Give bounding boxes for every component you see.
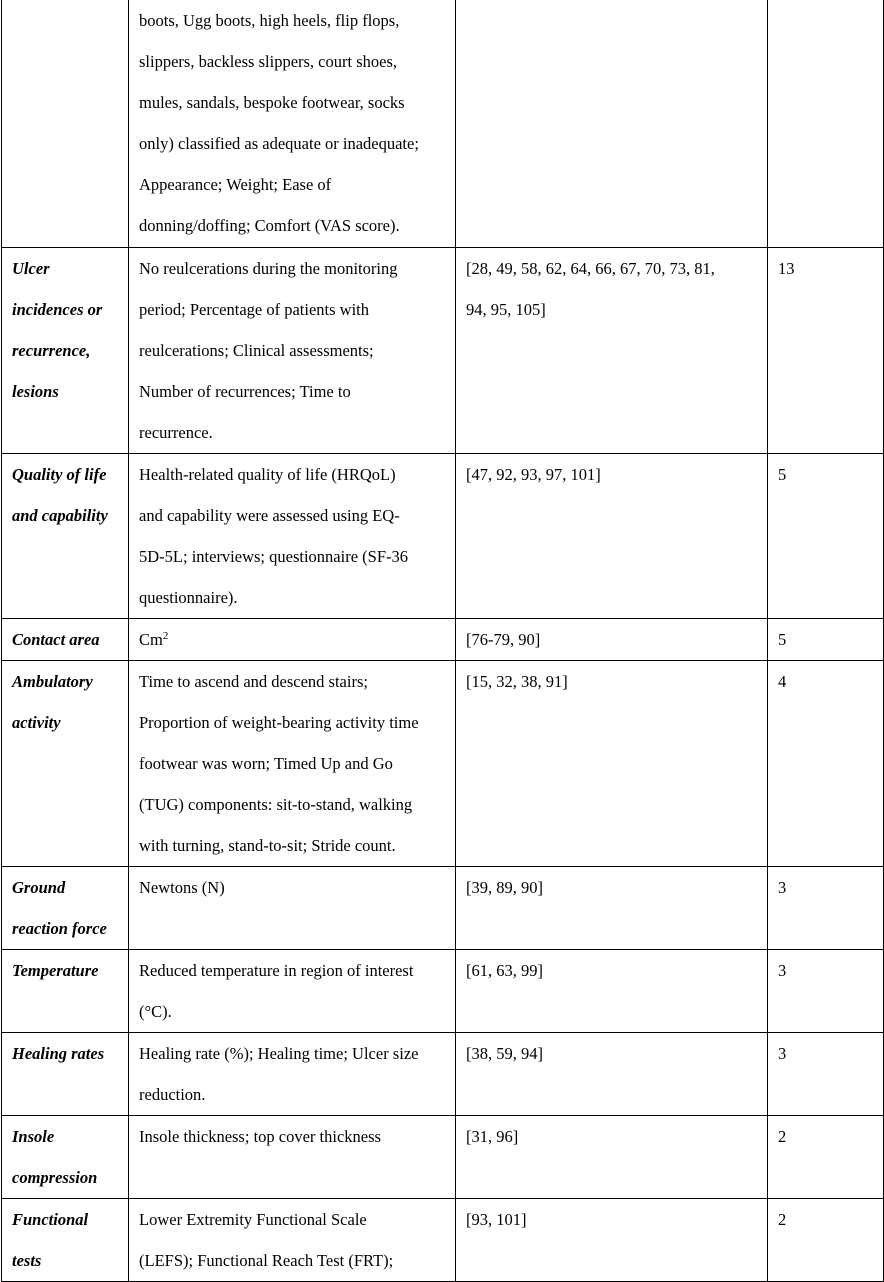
table-row [2, 0, 884, 248]
table-row [2, 950, 884, 1033]
category-cell: Quality of life and capability [2, 454, 129, 619]
references-cell: [15, 32, 38, 91] [456, 661, 768, 867]
category-cell [2, 0, 129, 248]
superscript: 2 [162, 630, 169, 642]
category-cell: Contact area [2, 619, 129, 661]
measures-cell: Reduced temperature in region of interest (°C). [129, 950, 456, 1033]
category-cell: Ground reaction force [2, 867, 129, 950]
table-row [2, 661, 884, 867]
measures-cell: Healing rate (%); Healing time; Ulcer size reduction. [129, 1033, 456, 1116]
outcomes-table [1, 0, 884, 1282]
references-cell: [93, 101] [456, 1199, 768, 1282]
measures-cell: Lower Extremity Functional Scale (LEFS); Functional Reach Test (FRT); [129, 1199, 456, 1282]
table-row [2, 867, 884, 950]
measures-cell: No reulcerations during the monitoring period; Percentage of patients with reulcerations; Clinical assessments; Number of recurrences; Time to recurrence. [129, 248, 456, 454]
references-cell: [38, 59, 94] [456, 1033, 768, 1116]
measures-cell: Cm$^2$ [129, 619, 456, 661]
references-cell: [28, 49, 58, 62, 64, 66, 67, 70, 73, 81, 94, 95, 105] [456, 248, 768, 454]
category-cell: Temperature [2, 950, 129, 1033]
count-cell: 3 [768, 867, 884, 950]
measures-cell: boots, Ugg boots, high heels, flip flops, slippers, backless slippers, court shoes, mules, sandals, bespoke footwear, socks only) classified as adequate or inadequate; Appearance; Weight; Ease of donning/doffing; Comfort (VAS score). [129, 0, 456, 248]
table-row [2, 1116, 884, 1199]
references-cell: [39, 89, 90] [456, 867, 768, 950]
measures-cell: Newtons (N) [129, 867, 456, 950]
measures-cell: Time to ascend and descend stairs; Proportion of weight-bearing activity time footwear was worn; Timed Up and Go (TUG) components: sit-to-stand, walking with turning, stand-to-sit; Stride count. [129, 661, 456, 867]
count-cell: 2 [768, 1199, 884, 1282]
table-row [2, 454, 884, 619]
count-cell [768, 0, 884, 248]
category-cell: Healing rates [2, 1033, 129, 1116]
table-row [2, 1033, 884, 1116]
category-cell: Insole compression [2, 1116, 129, 1199]
count-cell: 2 [768, 1116, 884, 1199]
count-cell: 13 [768, 248, 884, 454]
table-row [2, 1199, 884, 1282]
category-cell: Ambulatory activity [2, 661, 129, 867]
table-row [2, 619, 884, 661]
references-cell: [47, 92, 93, 97, 101] [456, 454, 768, 619]
count-cell: 5 [768, 619, 884, 661]
references-cell [456, 0, 768, 248]
count-cell: 4 [768, 661, 884, 867]
measures-cell: Health-related quality of life (HRQoL) and capability were assessed using EQ- 5D-5L; interviews; questionnaire (SF-36 questionnaire). [129, 454, 456, 619]
count-cell: 3 [768, 1033, 884, 1116]
table-row [2, 248, 884, 454]
measures-cell: Insole thickness; top cover thickness [129, 1116, 456, 1199]
count-cell: 3 [768, 950, 884, 1033]
references-cell: [61, 63, 99] [456, 950, 768, 1033]
count-cell: 5 [768, 454, 884, 619]
references-cell: [31, 96] [456, 1116, 768, 1199]
category-cell: Functional tests [2, 1199, 129, 1282]
references-cell: [76-79, 90] [456, 619, 768, 661]
category-cell: Ulcer incidences or recurrence, lesions [2, 248, 129, 454]
